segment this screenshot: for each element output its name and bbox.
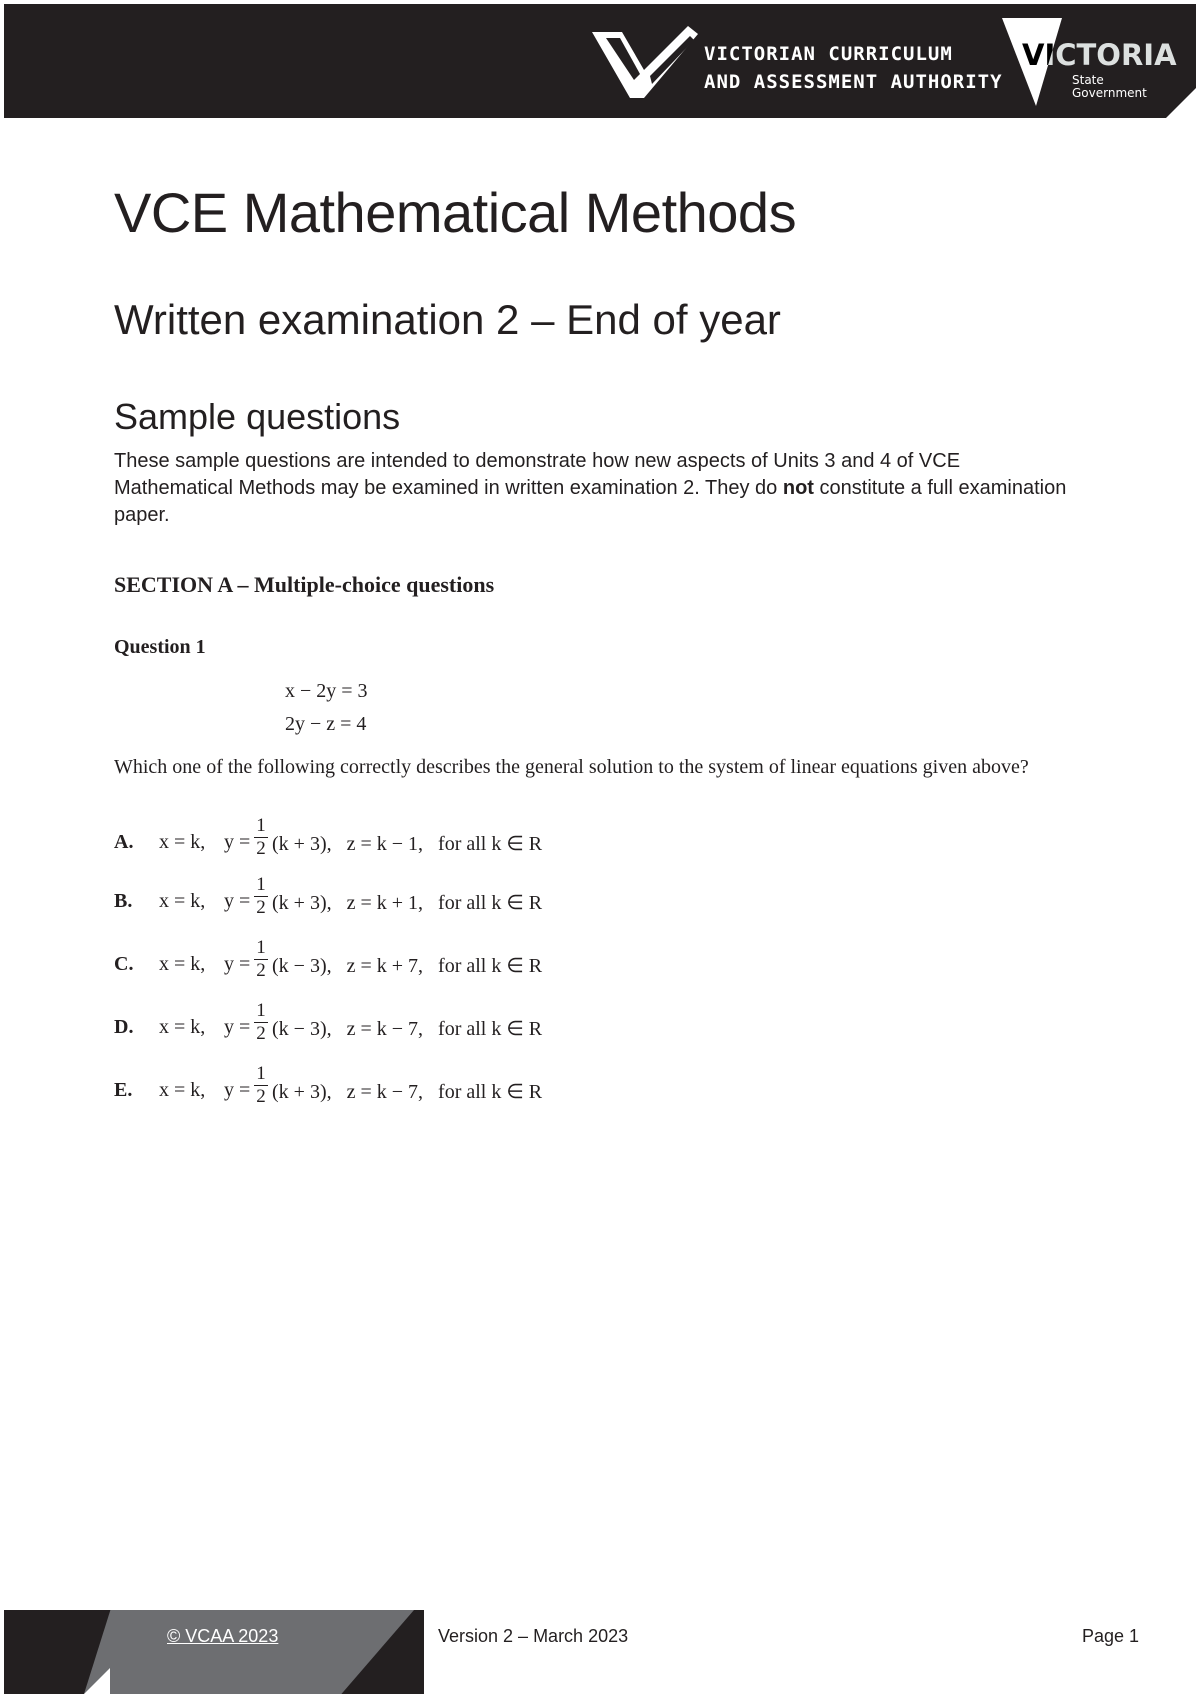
intro-paragraph xyxy=(114,448,1074,529)
government-label: Government xyxy=(1072,86,1147,100)
vcaa-wordmark xyxy=(704,40,1003,96)
option-x-part: x = k, xyxy=(159,953,206,975)
option-b[interactable] xyxy=(114,875,714,931)
option-y-prefix: y = xyxy=(224,831,251,853)
option-remainder: (k − 3), z = k + 7, for all k ∈ R xyxy=(272,955,543,977)
victoria-wordmark: VICTORIA xyxy=(1022,38,1177,72)
option-fraction xyxy=(254,1064,268,1108)
option-y-prefix: y = xyxy=(224,953,251,975)
footer-slash-decoration xyxy=(84,1668,110,1694)
option-letter: D. xyxy=(114,1016,134,1038)
fraction-denominator: 2 xyxy=(256,1023,266,1044)
document-title: VCE Mathematical Methods xyxy=(114,181,797,244)
vcaa-tick-logo-icon xyxy=(592,26,698,98)
option-y-prefix: y = xyxy=(224,1079,251,1101)
option-d[interactable] xyxy=(114,1001,714,1057)
intro-bold-text: not xyxy=(782,477,814,499)
copyright-link[interactable]: © VCAA 2023 xyxy=(167,1626,279,1646)
fraction-numerator: 1 xyxy=(256,1000,266,1021)
state-government-label xyxy=(1072,74,1147,100)
option-y-prefix: y = xyxy=(224,1016,251,1038)
option-x-part: x = k, xyxy=(159,1016,206,1038)
option-c[interactable] xyxy=(114,938,714,994)
fraction-numerator: 1 xyxy=(256,815,266,836)
option-fraction xyxy=(254,1001,268,1045)
fraction-denominator: 2 xyxy=(256,897,266,918)
intro-text: These sample questions are intended to demonstrate how new aspects of Units 3 and 4 of VCE Mathematical Methods may be examined in written examination 2. They do xyxy=(114,450,961,499)
option-fraction xyxy=(254,875,268,919)
equation-1: x − 2y = 3 xyxy=(285,680,368,702)
option-x-part: x = k, xyxy=(159,1079,206,1101)
page-number: Page 1 xyxy=(1082,1626,1140,1646)
document-subtitle: Written examination 2 – End of year xyxy=(114,296,781,343)
option-x-part: x = k, xyxy=(159,831,206,853)
sample-questions-heading: Sample questions xyxy=(114,396,401,437)
fraction-numerator: 1 xyxy=(256,1063,266,1084)
option-remainder: (k − 3), z = k − 7, for all k ∈ R xyxy=(272,1018,543,1040)
option-remainder: (k + 3), z = k + 1, for all k ∈ R xyxy=(272,892,543,914)
fraction-denominator: 2 xyxy=(256,960,266,981)
equation-2: 2y − z = 4 xyxy=(285,713,367,735)
section-heading: SECTION A – Multiple-choice questions xyxy=(114,572,495,597)
option-fraction xyxy=(254,938,268,982)
option-letter: B. xyxy=(114,890,133,912)
option-x-part: x = k, xyxy=(159,890,206,912)
option-letter: E. xyxy=(114,1079,133,1101)
header-bar xyxy=(4,4,1196,118)
option-letter: A. xyxy=(114,831,134,853)
option-remainder: (k + 3), z = k − 1, for all k ∈ R xyxy=(272,833,543,855)
question-label: Question 1 xyxy=(114,636,206,658)
vcaa-wordmark-line2: AND ASSESSMENT AUTHORITY xyxy=(704,71,1003,93)
option-e[interactable] xyxy=(114,1064,714,1120)
fraction-denominator: 2 xyxy=(256,1086,266,1107)
intro-text-end: constitute a full examination paper. xyxy=(114,477,1067,526)
fraction-numerator: 1 xyxy=(256,874,266,895)
vcaa-wordmark-line1: VICTORIAN CURRICULUM xyxy=(704,43,953,65)
state-label: State xyxy=(1072,73,1104,87)
option-fraction xyxy=(254,816,268,860)
header-corner-cut xyxy=(1162,88,1196,118)
fraction-numerator: 1 xyxy=(256,937,266,958)
option-letter: C. xyxy=(114,953,134,975)
question-prompt: Which one of the following correctly describes the general solution to the system of linear equations given above? xyxy=(114,756,1029,778)
option-remainder: (k + 3), z = k − 7, for all k ∈ R xyxy=(272,1081,543,1103)
option-a[interactable] xyxy=(114,816,714,872)
fraction-denominator: 2 xyxy=(256,838,266,859)
option-y-prefix: y = xyxy=(224,890,251,912)
version-label: Version 2 – March 2023 xyxy=(438,1626,629,1646)
